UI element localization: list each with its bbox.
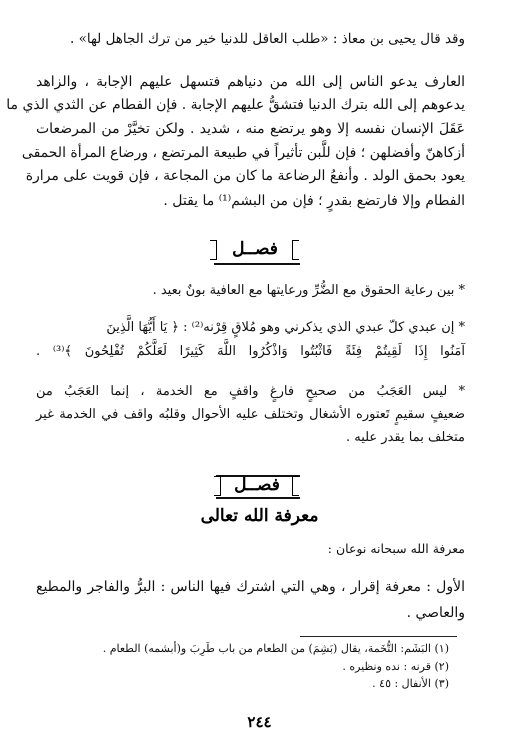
chapter-title: معرفة الله تعالى [200, 506, 319, 526]
heading-bracket-left [210, 240, 217, 260]
heading-bracket-left [214, 476, 221, 496]
paragraph-line: معرفة الله سبحانه نوعان : [327, 541, 465, 556]
quote-line: وقد قال يحيى بن معاذ : «طلب العاقل للدنيا خير من ترك الجاهل لها» . [69, 31, 465, 47]
bullet-line: * ليس العَجَبُ من صحيحٍ فارغٍ واقفٍ مع الخدمة ، إنما العَجَبُ من [36, 384, 465, 399]
bullet-line: * بين رعاية الحقوق مع الضُّرِّ ورعايتها مع العافية بونٌ بعيد . [152, 283, 465, 298]
page-number: ٢٤٤ [247, 713, 272, 731]
bullet-line: آمَنُوا إِذَا لَقِيتُمْ فِئَةً فَاثْبُتُوا وَاذْكُرُوا اللَّهَ كَثِيرًا لَعَلَّكُمْ تُفْلِحُونَ ﴾⁽³⁾ . [36, 344, 465, 359]
footnote: (٣) الأنفال : ٤٥ . [372, 677, 449, 690]
paragraph-line: العارف يدعو الناس إلى الله من دنياهم فتسهل عليهم الإجابة ، والزاهد [36, 74, 465, 90]
heading-underline [214, 263, 300, 265]
bullet-line: ضعيفٍ سقيمٍ تَعتوره الأشغال وتختلف عليه الأحوال وقلبُه واقف في الخدمة غير [36, 407, 465, 422]
footnote: (٢) قرنه : نده ونظيره . [342, 660, 449, 673]
heading-underline [216, 497, 300, 499]
paragraph-line: يدعوهم إلى الله بترك الدنيا فتشقُّ عليهم الإجابة . فإن الفطام عن الثدي الذي ما [6, 97, 465, 113]
footnote-separator [300, 636, 457, 637]
bullet-line: * إن عبدي كلّ عبدي الذي يذكرني وهو مُلاقٍ قِرْنه⁽²⁾ : ﴿ يَا أَيُّهَا الَّذِينَ [106, 320, 465, 335]
section-heading: فصــل [232, 239, 278, 259]
footnote: (١) البَشَم: التُّخَمة، يقال (بَشِمَ) من الطعام من باب طَرِبَ و(أبشمه) الطعام . [102, 642, 449, 655]
section-heading: فصــل [234, 475, 280, 495]
paragraph-line: والعاصي . [406, 605, 465, 621]
paragraph-line: يعود بحمق الولد . وأنفعُ الرضاعة ما كان من المجاعة ، فإن قويت على مرارة [25, 168, 465, 184]
heading-bracket-right [292, 240, 299, 260]
bullet-line: متخلف بما يقدر عليه . [345, 430, 465, 445]
paragraph-line: الفطام وإلا فارتضع بقدرٍ ؛ فإن من البشم⁽¹⁾ ما يقتل . [163, 193, 465, 209]
paragraph-line: الأول : معرفة إقرار ، وهي التي اشترك فيها الناس : البرُّ والفاجر والمطيع [36, 579, 465, 595]
paragraph-line: أزكاهنّ وأفضلهن ؛ فإن للَّبن تأثيراً في طبيعة المرتضع ، ورضاع المرأة الحمقى [21, 145, 465, 161]
heading-bracket-right [292, 476, 299, 496]
paragraph-line: عَقَلَ الإنسان نفسه إلا وهو يرتضع منه ، شديد . ولكن تخيَّرْ من المرضعات [36, 121, 465, 137]
